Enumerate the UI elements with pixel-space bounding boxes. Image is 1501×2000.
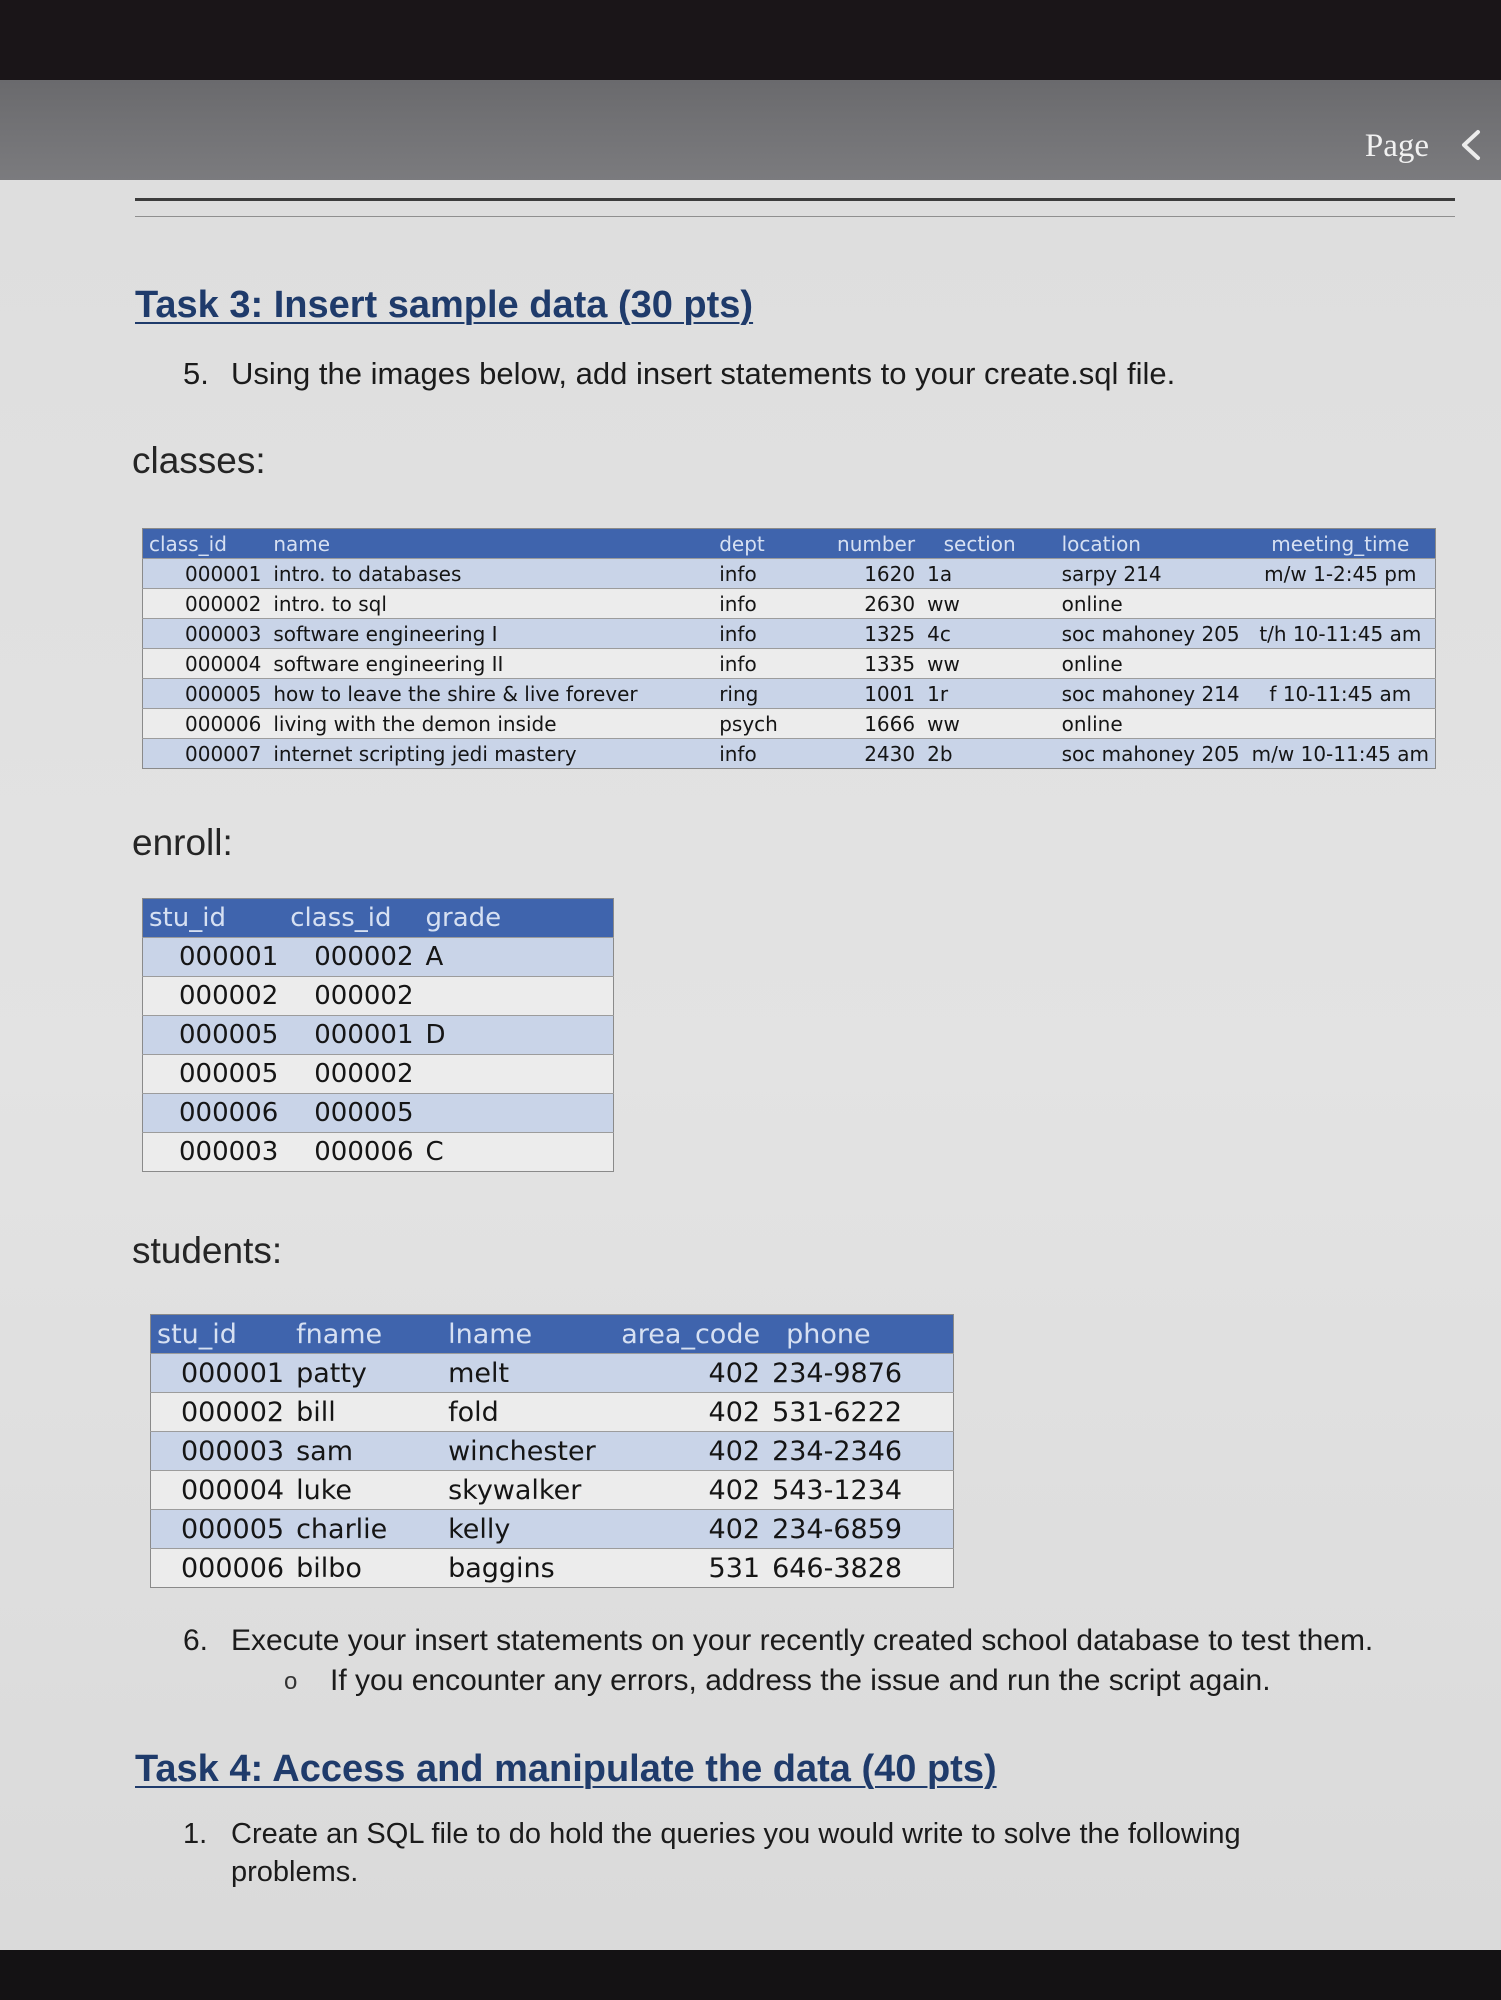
stu-id-cell: 000005 xyxy=(151,1510,291,1549)
step6-number: 6. xyxy=(183,1624,209,1657)
number-cell: 1001 xyxy=(831,679,921,709)
step6-bullet-text: If you encounter any errors, address the issue and run the script again. xyxy=(330,1664,1271,1697)
table-row xyxy=(143,619,1436,649)
grade-cell xyxy=(420,1055,614,1094)
meeting-time-cell xyxy=(1246,709,1436,739)
location-cell: online xyxy=(1022,649,1246,679)
students-col-lname: lname xyxy=(442,1315,604,1354)
area-code-cell: 402 xyxy=(604,1393,766,1432)
meeting-time-cell: m/w 1-2:45 pm xyxy=(1246,559,1436,589)
step6-text xyxy=(183,1624,1373,1658)
section-cell: 2b xyxy=(921,739,1022,769)
class-id-cell: 000001 xyxy=(143,559,268,589)
stu-id-cell: 000003 xyxy=(151,1432,291,1471)
fname-cell: patty xyxy=(290,1354,442,1393)
area-code-cell: 531 xyxy=(604,1549,766,1588)
stu-id-cell: 000001 xyxy=(151,1354,291,1393)
meeting-time-cell xyxy=(1246,589,1436,619)
chevron-left-icon[interactable] xyxy=(1451,125,1491,165)
number-cell: 2630 xyxy=(831,589,921,619)
dept-cell: info xyxy=(713,619,831,649)
lname-cell: melt xyxy=(442,1354,604,1393)
class-id-cell: 000006 xyxy=(143,709,268,739)
fname-cell: charlie xyxy=(290,1510,442,1549)
location-cell: sarpy 214 xyxy=(1022,559,1246,589)
classes-table xyxy=(142,528,1436,769)
meeting-time-cell: m/w 10-11:45 am xyxy=(1246,739,1436,769)
area-code-cell: 402 xyxy=(604,1471,766,1510)
step6-body: Execute your insert statements on your recently created school database to test them. xyxy=(231,1624,1374,1657)
stu-id-cell: 000006 xyxy=(143,1094,285,1133)
dept-cell: info xyxy=(713,649,831,679)
stu-id-cell: 000005 xyxy=(143,1055,285,1094)
section-cell: 4c xyxy=(921,619,1022,649)
classes-col-name: name xyxy=(267,529,713,559)
table-row xyxy=(143,977,614,1016)
table-row xyxy=(143,1133,614,1172)
table-row xyxy=(151,1432,954,1471)
header-rule xyxy=(135,198,1455,201)
table-row xyxy=(143,649,1436,679)
class-id-cell: 000007 xyxy=(143,739,268,769)
class-name-cell: internet scripting jedi mastery xyxy=(267,739,713,769)
phone-cell: 234-2346 xyxy=(766,1432,953,1471)
class-name-cell: how to leave the shire & live forever xyxy=(267,679,713,709)
students-header-row xyxy=(151,1315,954,1354)
step5-number: 5. xyxy=(183,356,209,391)
area-code-cell: 402 xyxy=(604,1510,766,1549)
table-row xyxy=(151,1393,954,1432)
grade-cell: C xyxy=(420,1133,614,1172)
step1-number: 1. xyxy=(183,1818,208,1850)
table-row xyxy=(143,559,1436,589)
phone-cell: 234-6859 xyxy=(766,1510,953,1549)
header-rule-thin xyxy=(135,216,1455,217)
students-col-stu-id: stu_id xyxy=(151,1315,291,1354)
stu-id-cell: 000002 xyxy=(143,977,285,1016)
grade-cell: A xyxy=(420,938,614,977)
classes-col-dept: dept xyxy=(713,529,831,559)
bottom-bezel xyxy=(0,1950,1501,2000)
class-name-cell: software engineering I xyxy=(267,619,713,649)
number-cell: 1335 xyxy=(831,649,921,679)
number-cell: 1620 xyxy=(831,559,921,589)
enroll-col-stu-id: stu_id xyxy=(143,899,285,938)
task4-heading: Task 4: Access and manipulate the data (40 pts) xyxy=(135,1748,997,1790)
dept-cell: info xyxy=(713,739,831,769)
students-table xyxy=(150,1314,954,1588)
classes-col-class-id: class_id xyxy=(143,529,268,559)
section-cell: ww xyxy=(921,649,1022,679)
class-id-cell: 000004 xyxy=(143,649,268,679)
section-cell: 1r xyxy=(921,679,1022,709)
class-id-cell: 000002 xyxy=(143,589,268,619)
phone-cell: 543-1234 xyxy=(766,1471,953,1510)
location-cell: online xyxy=(1022,709,1246,739)
lname-cell: kelly xyxy=(442,1510,604,1549)
phone-cell: 234-9876 xyxy=(766,1354,953,1393)
classes-label: classes: xyxy=(132,440,266,481)
page-label: Page xyxy=(1364,128,1429,164)
classes-header-row xyxy=(143,529,1436,559)
table-row xyxy=(143,1094,614,1133)
table-row xyxy=(143,938,614,977)
table-row xyxy=(151,1510,954,1549)
class-name-cell: software engineering II xyxy=(267,649,713,679)
step5-text xyxy=(183,356,1175,392)
fname-cell: bilbo xyxy=(290,1549,442,1588)
stu-id-cell: 000004 xyxy=(151,1471,291,1510)
meeting-time-cell: f 10-11:45 am xyxy=(1246,679,1436,709)
section-cell: ww xyxy=(921,709,1022,739)
meeting-time-cell: t/h 10-11:45 am xyxy=(1246,619,1436,649)
enroll-col-grade: grade xyxy=(420,899,614,938)
table-row xyxy=(143,739,1436,769)
table-row xyxy=(143,1055,614,1094)
table-row xyxy=(143,679,1436,709)
table-row xyxy=(151,1471,954,1510)
classes-col-section: section xyxy=(921,529,1022,559)
stu-id-cell: 000003 xyxy=(143,1133,285,1172)
classes-col-location: location xyxy=(1022,529,1246,559)
fname-cell: bill xyxy=(290,1393,442,1432)
enroll-col-class-id: class_id xyxy=(284,899,419,938)
step1-line2: problems. xyxy=(231,1856,359,1888)
lname-cell: baggins xyxy=(442,1549,604,1588)
class-id-cell: 000002 xyxy=(284,1055,419,1094)
step5-body: Using the images below, add insert statements to your create.sql file. xyxy=(231,356,1176,391)
phone-cell: 646-3828 xyxy=(766,1549,953,1588)
enroll-label: enroll: xyxy=(132,822,233,863)
students-col-fname: fname xyxy=(290,1315,442,1354)
stu-id-cell: 000006 xyxy=(151,1549,291,1588)
class-id-cell: 000006 xyxy=(284,1133,419,1172)
enroll-header-row xyxy=(143,899,614,938)
step1-line1: Create an SQL file to do hold the queries you would write to solve the following xyxy=(231,1818,1241,1850)
area-code-cell: 402 xyxy=(604,1432,766,1471)
location-cell: online xyxy=(1022,589,1246,619)
lname-cell: winchester xyxy=(442,1432,604,1471)
class-id-cell: 000005 xyxy=(143,679,268,709)
class-name-cell: intro. to databases xyxy=(267,559,713,589)
grade-cell xyxy=(420,1094,614,1133)
grade-cell: D xyxy=(420,1016,614,1055)
area-code-cell: 402 xyxy=(604,1354,766,1393)
bullet-marker: o xyxy=(284,1668,298,1695)
class-name-cell: living with the demon inside xyxy=(267,709,713,739)
table-row xyxy=(151,1354,954,1393)
students-col-phone: phone xyxy=(766,1315,953,1354)
task3-heading: Task 3: Insert sample data (30 pts) xyxy=(135,284,754,326)
section-cell: 1a xyxy=(921,559,1022,589)
number-cell: 1666 xyxy=(831,709,921,739)
stu-id-cell: 000001 xyxy=(143,938,285,977)
grade-cell xyxy=(420,977,614,1016)
fname-cell: sam xyxy=(290,1432,442,1471)
stu-id-cell: 000002 xyxy=(151,1393,291,1432)
location-cell: soc mahoney 214 xyxy=(1022,679,1246,709)
class-id-cell: 000002 xyxy=(284,977,419,1016)
classes-col-number: number xyxy=(831,529,921,559)
location-cell: soc mahoney 205 xyxy=(1022,619,1246,649)
classes-col-meeting-time: meeting_time xyxy=(1246,529,1436,559)
table-row xyxy=(143,1016,614,1055)
class-id-cell: 000003 xyxy=(143,619,268,649)
section-cell: ww xyxy=(921,589,1022,619)
lname-cell: skywalker xyxy=(442,1471,604,1510)
table-row xyxy=(151,1549,954,1588)
table-row xyxy=(143,709,1436,739)
lname-cell: fold xyxy=(442,1393,604,1432)
number-cell: 1325 xyxy=(831,619,921,649)
fname-cell: luke xyxy=(290,1471,442,1510)
number-cell: 2430 xyxy=(831,739,921,769)
phone-cell: 531-6222 xyxy=(766,1393,953,1432)
enroll-table xyxy=(142,898,614,1172)
location-cell: soc mahoney 205 xyxy=(1022,739,1246,769)
class-id-cell: 000001 xyxy=(284,1016,419,1055)
class-id-cell: 000005 xyxy=(284,1094,419,1133)
students-col-area-code: area_code xyxy=(604,1315,766,1354)
dept-cell: psych xyxy=(713,709,831,739)
class-name-cell: intro. to sql xyxy=(267,589,713,619)
dept-cell: ring xyxy=(713,679,831,709)
meeting-time-cell xyxy=(1246,649,1436,679)
class-id-cell: 000002 xyxy=(284,938,419,977)
students-label: students: xyxy=(132,1230,283,1271)
dept-cell: info xyxy=(713,559,831,589)
step1-text xyxy=(183,1818,1241,1851)
dept-cell: info xyxy=(713,589,831,619)
table-row xyxy=(143,589,1436,619)
stu-id-cell: 000005 xyxy=(143,1016,285,1055)
viewer-toolbar xyxy=(0,80,1501,180)
